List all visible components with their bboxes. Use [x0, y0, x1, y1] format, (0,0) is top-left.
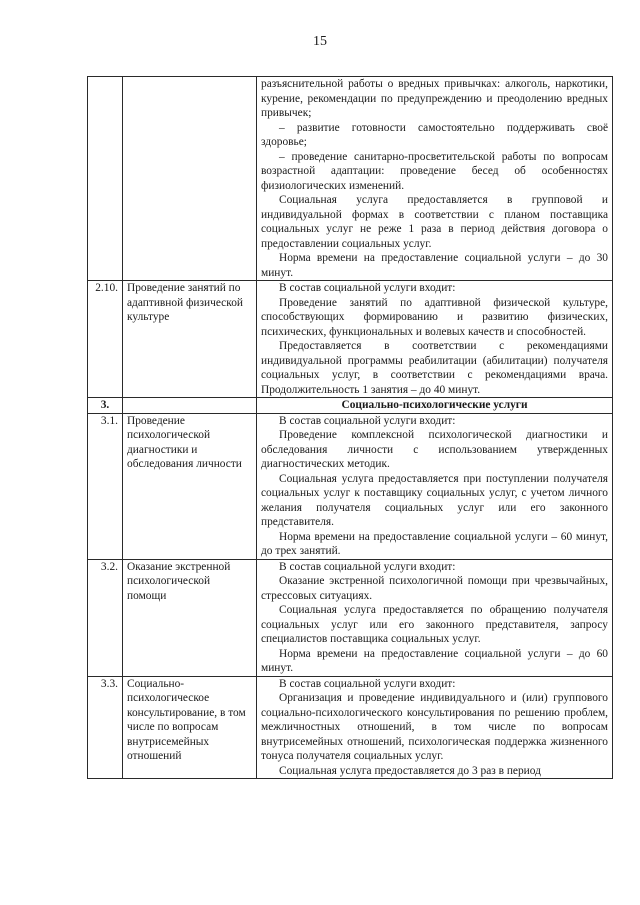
service-number: 3.3.: [88, 676, 123, 779]
description-paragraph: Социальная услуга предоставляется при поступлении получателя социальных услуг к поставщику социальных услуг, с учетом личного желания получателя социальных услуг или его законного представителя.: [261, 472, 608, 528]
description-paragraph: Норма времени на предоставление социальной услуги – до 60 минут.: [261, 647, 608, 674]
service-number: [88, 77, 123, 281]
description-paragraph: Организация и проведение индивидуального и (или) группового социально-психологического консультирования по решению проблем, межличностных отношений, в том числе по вопросам внутрисемейных отношений, психологическая поддержка жизненного тонуса получателя социальных услуг.: [261, 692, 608, 762]
service-number: 3.1.: [88, 413, 123, 559]
description-paragraph: В состав социальной услуги входит:: [279, 677, 456, 690]
description-paragraph: Норма времени на предоставление социальной услуги – 60 минут, до трех занятий.: [261, 530, 608, 557]
description-paragraph: Проведение комплексной психологической диагностики и обследования личности с использованием утвержденных диагностических методик.: [261, 429, 608, 470]
service-number: 2.10.: [88, 281, 123, 398]
service-description: [257, 281, 613, 398]
table-row: [88, 676, 613, 779]
service-name: Оказание экстренной психологической помощи: [123, 559, 257, 676]
description-paragraph: В состав социальной услуги входит:: [279, 414, 456, 427]
service-description: [257, 77, 613, 281]
description-paragraph: Норма времени на предоставление социальной услуги – до 30 минут.: [261, 252, 608, 279]
service-description: [257, 413, 613, 559]
description-paragraph: – развитие готовности самостоятельно поддерживать своё здоровье;: [261, 121, 608, 148]
description-paragraph: В состав социальной услуги входит:: [279, 560, 456, 573]
description-paragraph: Социальная услуга предоставляется до 3 раз в период: [279, 764, 541, 777]
service-number: 3.2.: [88, 559, 123, 676]
description-paragraph: Проведение занятий по адаптивной физической культуре, способствующих формированию и развитию физических, психических, функциональных и волевых качеств и способностей.: [261, 296, 608, 338]
services-table-body: [88, 77, 613, 779]
description-paragraph: Социальная услуга предоставляется по обращению получателя социальных услуг или его законного представителя, запросу специалистов поставщика социальных услуг.: [261, 604, 608, 645]
description-paragraph: Социальная услуга предоставляется в групповой и индивидуальной формах в соответствии с планом поставщика социальных услуг не реже 1 раза в период действия договора о предоставлении социальных услуг.: [261, 194, 608, 250]
service-name: [123, 77, 257, 281]
description-paragraph: Предоставляется в соответствии с рекомендациями индивидуальной программы реабилитации (абилитации) получателя социальных услуг, в соответствии с рекомендациями врача. Продолжительность 1 занятия – до 40 минут.: [261, 340, 608, 396]
services-table: [87, 76, 613, 779]
section-title: Социально-психологические услуги: [257, 398, 613, 414]
section-spacer: [123, 398, 257, 414]
page-number: 15: [313, 34, 327, 49]
section-number: 3.: [88, 398, 123, 414]
description-paragraph: В состав социальной услуги входит:: [279, 282, 456, 294]
description-paragraph: – проведение санитарно-просветительской работы по вопросам возрастной адаптации: проведение бесед об особенностях физиологических изменений.: [261, 150, 608, 192]
table-row: [88, 281, 613, 398]
description-paragraph: разъяснительной работы о вредных привычках: алкоголь, наркотики, курение, рекомендации по предупреждению и преодолению вредных привычек;: [261, 78, 608, 119]
service-description: [257, 676, 613, 779]
service-name: Проведение занятий по адаптивной физической культуре: [123, 281, 257, 398]
service-name: Социально-психологическое консультирование, в том числе по вопросам внутрисемейных отношений: [123, 676, 257, 779]
section-header-row: [88, 398, 613, 414]
table-row: [88, 413, 613, 559]
table-row: [88, 77, 613, 281]
service-description: [257, 559, 613, 676]
table-row: [88, 559, 613, 676]
service-name: Проведение психологической диагностики и обследования личности: [123, 413, 257, 559]
description-paragraph: Оказание экстренной психологичной помощи при чрезвычайных, стрессовых ситуациях.: [261, 575, 608, 602]
